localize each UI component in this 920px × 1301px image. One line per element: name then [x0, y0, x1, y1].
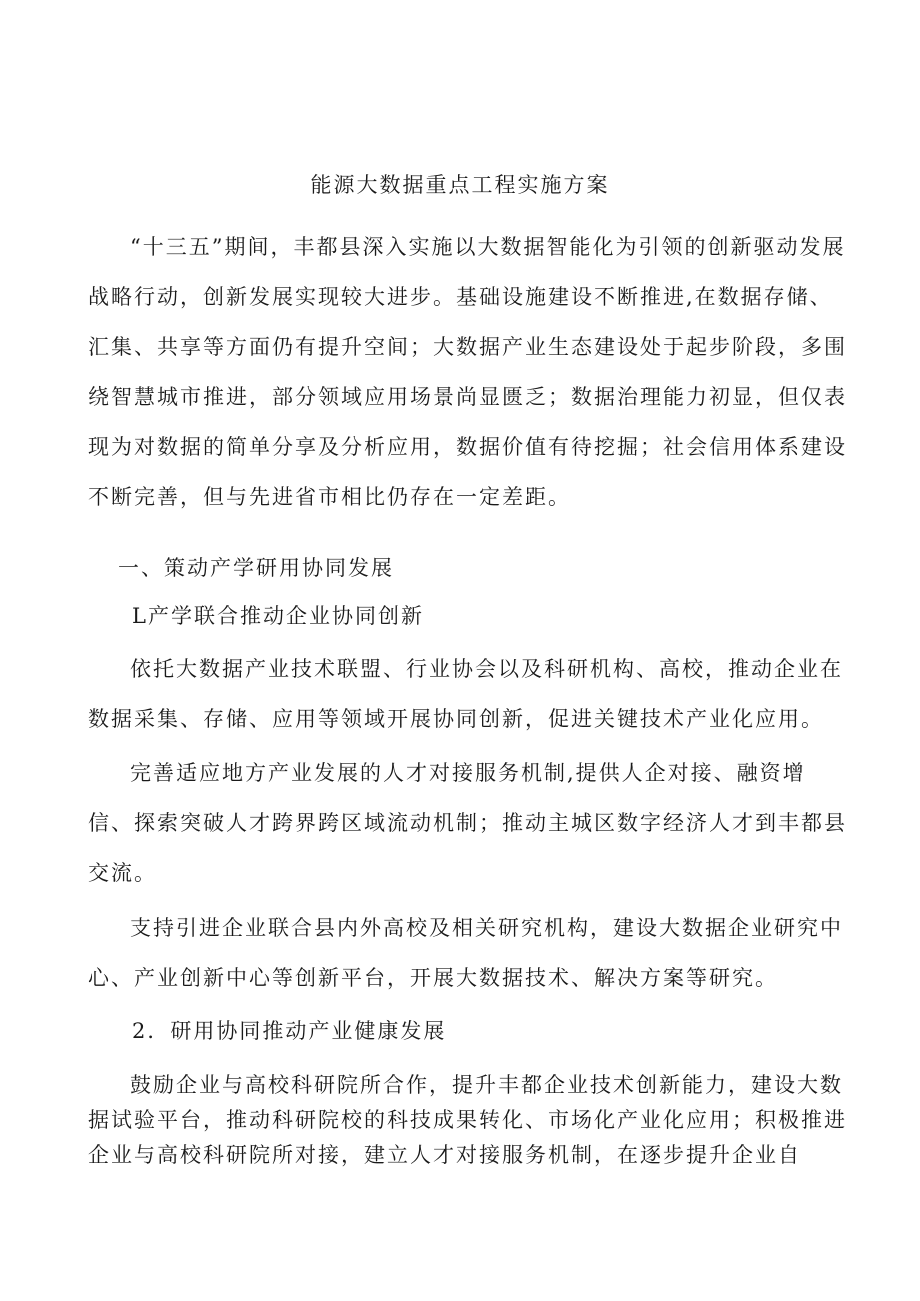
paragraph-3: 支持引进企业联合县内外高校及相关研究机构，建设大数据企业研究中心、产业创新中心等创新平台，开展大数据技术、解决方案等研究。: [88, 916, 843, 990]
subsection-heading-2: 2．研用协同推动产业健康发展: [132, 1019, 447, 1043]
section-heading-1: 一、策动产学研用协同发展: [118, 556, 394, 580]
document-title: 能源大数据重点工程实施方案: [310, 173, 610, 197]
subsection-heading-1: L产学联合推动企业协同创新: [132, 604, 424, 628]
intro-paragraph: “十三五”期间，丰都县深入实施以大数据智能化为引领的创新驱动发展战略行动，创新发展实现较大进步。基础设施建设不断推进,在数据存储、汇集、共享等方面仍有提升空间；大数据产业生态建设处于起步阶段，多围绕智慧城市推进，部分领域应用场景尚显匮乏；数据治理能力初显，但仅表现为对数据的简单分享及分析应用，数据价值有待挖掘；社会信用体系建设不断完善，但与先进省市相比仍存在一定差距。: [88, 235, 847, 509]
paragraph-2: 完善适应地方产业发展的人才对接服务机制,提供人企对接、融资增信、探索突破人才跨界跨区域流动机制；推动主城区数字经济人才到丰都县交流。: [88, 761, 847, 885]
paragraph-4: 鼓励企业与高校科研院所合作，提升丰都企业技术创新能力，建设大数据试验平台，推动科研院校的科技成果转化、市场化产业化应用；积极推进企业与高校科研院所对接，建立人才对接服务机制，在逐步提升企业自: [88, 1073, 847, 1167]
paragraph-1: 依托大数据产业技术联盟、行业协会以及科研机构、高校，推动企业在数据采集、存储、应用等领域开展协同创新，促进关键技术产业化应用。: [88, 657, 843, 731]
